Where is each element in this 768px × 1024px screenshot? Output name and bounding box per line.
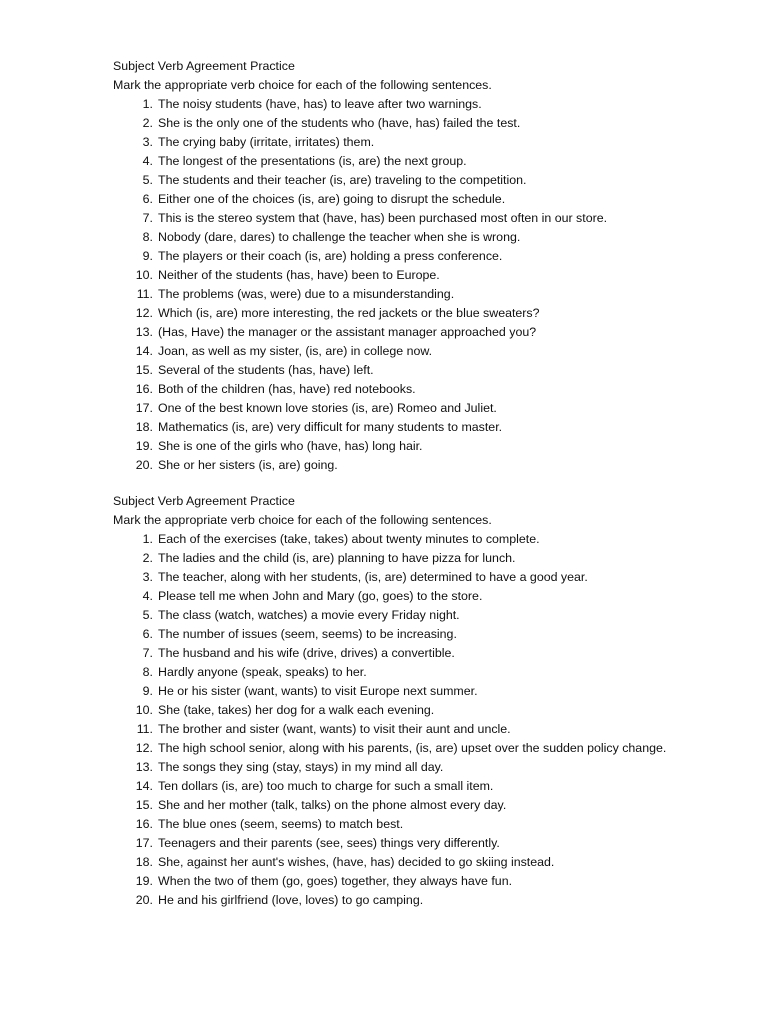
- item-number: 4.: [142, 154, 153, 168]
- section-title: Subject Verb Agreement Practice: [113, 494, 295, 508]
- item-number: 19.: [135, 874, 153, 888]
- item-sentence: When the two of them (go, goes) together, they always have fun.: [158, 874, 513, 888]
- question-list: [113, 95, 673, 475]
- item-sentence: The class (watch, watches) a movie every Friday night.: [158, 608, 460, 622]
- item-number: 14.: [135, 779, 153, 793]
- list-item: [113, 587, 673, 606]
- list-item: [113, 133, 673, 152]
- item-sentence: The ladies and the child (is, are) planning to have pizza for lunch.: [158, 551, 516, 565]
- list-item: [113, 114, 673, 133]
- item-sentence: The teacher, along with her students, (is, are) determined to have a good year.: [158, 570, 588, 584]
- item-sentence: She and her mother (talk, talks) on the phone almost every day.: [158, 798, 507, 812]
- list-item: [113, 304, 673, 323]
- list-item: [113, 834, 673, 853]
- list-item: [113, 796, 673, 815]
- item-sentence: Each of the exercises (take, takes) about twenty minutes to complete.: [158, 532, 540, 546]
- item-number: 2.: [142, 116, 153, 130]
- item-number: 20.: [135, 893, 153, 907]
- item-sentence: The noisy students (have, has) to leave after two warnings.: [158, 97, 482, 111]
- item-number: 16.: [135, 382, 153, 396]
- item-sentence: He and his girlfriend (love, loves) to go camping.: [158, 893, 424, 907]
- item-sentence: The husband and his wife (drive, drives) a convertible.: [158, 646, 455, 660]
- list-item: [113, 568, 673, 587]
- item-number: 4.: [142, 589, 153, 603]
- item-number: 8.: [142, 665, 153, 679]
- item-number: 3.: [142, 570, 153, 584]
- section-title: Subject Verb Agreement Practice: [113, 59, 295, 73]
- item-number: 18.: [135, 855, 153, 869]
- item-sentence: Neither of the students (has, have) been to Europe.: [158, 268, 440, 282]
- item-number: 9.: [142, 684, 153, 698]
- list-item: [113, 720, 673, 739]
- worksheet-section-1: [113, 57, 673, 475]
- item-sentence: The players or their coach (is, are) holding a press conference.: [158, 249, 503, 263]
- list-item: [113, 853, 673, 872]
- item-number: 10.: [135, 268, 153, 282]
- list-item: [113, 323, 673, 342]
- item-number: 13.: [135, 325, 153, 339]
- item-sentence: She, against her aunt's wishes, (have, has) decided to go skiing instead.: [158, 855, 555, 869]
- list-item: [113, 152, 673, 171]
- list-item: [113, 209, 673, 228]
- item-sentence: This is the stereo system that (have, has) been purchased most often in our store.: [158, 211, 608, 225]
- list-item: [113, 399, 673, 418]
- item-sentence: Either one of the choices (is, are) going to disrupt the schedule.: [158, 192, 506, 206]
- item-sentence: The brother and sister (want, wants) to visit their aunt and uncle.: [158, 722, 511, 736]
- item-number: 10.: [135, 703, 153, 717]
- item-number: 1.: [142, 532, 153, 546]
- item-sentence: Please tell me when John and Mary (go, goes) to the store.: [158, 589, 483, 603]
- list-item: [113, 549, 673, 568]
- list-item: [113, 872, 673, 891]
- list-item: [113, 777, 673, 796]
- item-number: 5.: [142, 173, 153, 187]
- item-number: 9.: [142, 249, 153, 263]
- item-sentence: The longest of the presentations (is, are) the next group.: [158, 154, 467, 168]
- list-item: [113, 247, 673, 266]
- item-sentence: The students and their teacher (is, are) traveling to the competition.: [158, 173, 527, 187]
- item-number: 17.: [135, 836, 153, 850]
- item-number: 1.: [142, 97, 153, 111]
- item-sentence: She is the only one of the students who (have, has) failed the test.: [158, 116, 521, 130]
- list-item: [113, 95, 673, 114]
- item-sentence: The high school senior, along with his parents, (is, are) upset over the sudden policy change.: [158, 741, 667, 755]
- item-number: 17.: [135, 401, 153, 415]
- item-number: 8.: [142, 230, 153, 244]
- item-sentence: (Has, Have) the manager or the assistant manager approached you?: [158, 325, 537, 339]
- item-number: 6.: [142, 192, 153, 206]
- item-number: 14.: [135, 344, 153, 358]
- item-sentence: The blue ones (seem, seems) to match best.: [158, 817, 404, 831]
- item-number: 18.: [135, 420, 153, 434]
- list-item: [113, 342, 673, 361]
- item-sentence: Ten dollars (is, are) too much to charge for such a small item.: [158, 779, 494, 793]
- item-sentence: She (take, takes) her dog for a walk each evening.: [158, 703, 435, 717]
- list-item: [113, 266, 673, 285]
- item-sentence: She or her sisters (is, are) going.: [158, 458, 338, 472]
- item-number: 11.: [136, 287, 153, 301]
- list-item: [113, 380, 673, 399]
- item-sentence: He or his sister (want, wants) to visit Europe next summer.: [158, 684, 478, 698]
- item-sentence: Hardly anyone (speak, speaks) to her.: [158, 665, 367, 679]
- item-sentence: The number of issues (seem, seems) to be increasing.: [158, 627, 457, 641]
- item-number: 7.: [142, 211, 153, 225]
- list-item: [113, 606, 673, 625]
- section-instructions: Mark the appropriate verb choice for each of the following sentences.: [113, 513, 492, 527]
- list-item: [113, 361, 673, 380]
- item-number: 15.: [135, 363, 153, 377]
- list-item: [113, 891, 673, 910]
- list-item: [113, 171, 673, 190]
- question-list: [113, 530, 673, 910]
- list-item: [113, 739, 673, 758]
- item-sentence: Mathematics (is, are) very difficult for many students to master.: [158, 420, 503, 434]
- list-item: [113, 456, 673, 475]
- item-number: 19.: [135, 439, 153, 453]
- item-number: 3.: [142, 135, 153, 149]
- item-sentence: Both of the children (has, have) red notebooks.: [158, 382, 416, 396]
- list-item: [113, 663, 673, 682]
- item-number: 16.: [135, 817, 153, 831]
- item-sentence: One of the best known love stories (is, are) Romeo and Juliet.: [158, 401, 497, 415]
- item-number: 12.: [135, 306, 153, 320]
- item-sentence: Several of the students (has, have) left.: [158, 363, 374, 377]
- item-number: 15.: [135, 798, 153, 812]
- item-number: 6.: [142, 627, 153, 641]
- item-number: 11.: [136, 722, 153, 736]
- list-item: [113, 228, 673, 247]
- item-number: 7.: [142, 646, 153, 660]
- item-sentence: She is one of the girls who (have, has) long hair.: [158, 439, 423, 453]
- list-item: [113, 644, 673, 663]
- list-item: [113, 758, 673, 777]
- item-sentence: Which (is, are) more interesting, the red jackets or the blue sweaters?: [158, 306, 540, 320]
- item-sentence: Joan, as well as my sister, (is, are) in college now.: [158, 344, 433, 358]
- item-number: 2.: [142, 551, 153, 565]
- list-item: [113, 701, 673, 720]
- item-sentence: Teenagers and their parents (see, sees) things very differently.: [158, 836, 500, 850]
- list-item: [113, 190, 673, 209]
- list-item: [113, 682, 673, 701]
- item-number: 20.: [135, 458, 153, 472]
- item-sentence: The songs they sing (stay, stays) in my mind all day.: [158, 760, 444, 774]
- list-item: [113, 418, 673, 437]
- list-item: [113, 437, 673, 456]
- worksheet-section-2: [113, 492, 673, 910]
- section-instructions: Mark the appropriate verb choice for each of the following sentences.: [113, 78, 492, 92]
- item-number: 5.: [142, 608, 153, 622]
- list-item: [113, 625, 673, 644]
- item-sentence: The problems (was, were) due to a misunderstanding.: [158, 287, 455, 301]
- list-item: [113, 530, 673, 549]
- list-item: [113, 285, 673, 304]
- list-item: [113, 815, 673, 834]
- item-sentence: Nobody (dare, dares) to challenge the teacher when she is wrong.: [158, 230, 521, 244]
- item-sentence: The crying baby (irritate, irritates) them.: [158, 135, 375, 149]
- item-number: 12.: [135, 741, 153, 755]
- item-number: 13.: [135, 760, 153, 774]
